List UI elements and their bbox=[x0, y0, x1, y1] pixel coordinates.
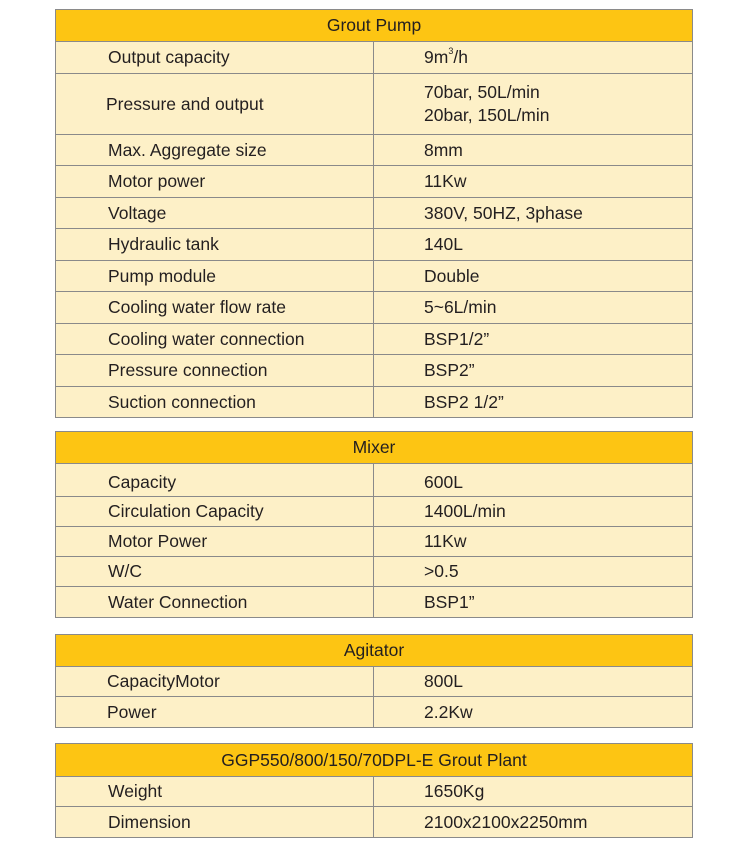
spec-value: 11Kw bbox=[374, 166, 693, 198]
spec-label: Pressure and output bbox=[56, 74, 374, 135]
table-row bbox=[56, 587, 693, 618]
table-row bbox=[56, 355, 693, 387]
spec-label: Circulation Capacity bbox=[56, 497, 374, 527]
grout-plant-table bbox=[55, 743, 693, 838]
spec-label: Motor power bbox=[56, 166, 374, 198]
table-row bbox=[56, 135, 693, 166]
spec-label: Power bbox=[56, 697, 374, 728]
table-row bbox=[56, 464, 693, 497]
grout-pump-title: Grout Pump bbox=[56, 10, 693, 42]
spec-value: 11Kw bbox=[374, 527, 693, 557]
mixer-title: Mixer bbox=[56, 432, 693, 464]
spec-label: Suction connection bbox=[56, 387, 374, 418]
spec-label: CapacityMotor bbox=[56, 667, 374, 697]
grout-plant-title: GGP550/800/150/70DPL-E Grout Plant bbox=[56, 744, 693, 777]
table-row bbox=[56, 807, 693, 838]
spec-value: 380V, 50HZ, 3phase bbox=[374, 198, 693, 229]
spec-label: Pump module bbox=[56, 261, 374, 292]
table-row bbox=[56, 387, 693, 418]
spec-value: $9m^3/h$ bbox=[374, 42, 693, 74]
table-row bbox=[56, 667, 693, 697]
agitator-table bbox=[55, 634, 693, 728]
spec-label: Max. Aggregate size bbox=[56, 135, 374, 166]
spec-value: 70bar, 50L/min 20bar, 150L/min bbox=[374, 74, 693, 135]
spec-value: BSP1” bbox=[374, 587, 693, 618]
table-row bbox=[56, 292, 693, 324]
spec-value: 2.2Kw bbox=[374, 697, 693, 728]
table-row bbox=[56, 697, 693, 728]
spec-label: Capacity bbox=[56, 464, 374, 497]
spec-label: Cooling water connection bbox=[56, 324, 374, 355]
spec-value: BSP1/2” bbox=[374, 324, 693, 355]
spec-value: >0.5 bbox=[374, 557, 693, 587]
spec-value: BSP2 1/2” bbox=[374, 387, 693, 418]
spec-label: Cooling water flow rate bbox=[56, 292, 374, 324]
table-row bbox=[56, 557, 693, 587]
table-row bbox=[56, 198, 693, 229]
spec-label: Motor Power bbox=[56, 527, 374, 557]
spec-value: 800L bbox=[374, 667, 693, 697]
table-row bbox=[56, 777, 693, 807]
spec-label: Output capacity bbox=[56, 42, 374, 74]
table-row bbox=[56, 527, 693, 557]
spec-label: Pressure connection bbox=[56, 355, 374, 387]
spec-label: Hydraulic tank bbox=[56, 229, 374, 261]
spec-value: BSP2” bbox=[374, 355, 693, 387]
grout-pump-table bbox=[55, 9, 693, 418]
table-row bbox=[56, 261, 693, 292]
spec-label: Dimension bbox=[56, 807, 374, 838]
spec-value: 1400L/min bbox=[374, 497, 693, 527]
mixer-table bbox=[55, 431, 693, 618]
table-row bbox=[56, 42, 693, 74]
table-row bbox=[56, 74, 693, 135]
spec-value: 600L bbox=[374, 464, 693, 497]
spec-label: Water Connection bbox=[56, 587, 374, 618]
spec-label: W/C bbox=[56, 557, 374, 587]
spec-value: 8mm bbox=[374, 135, 693, 166]
table-row bbox=[56, 229, 693, 261]
spec-label: Voltage bbox=[56, 198, 374, 229]
spec-value: Double bbox=[374, 261, 693, 292]
spec-value: 140L bbox=[374, 229, 693, 261]
table-row bbox=[56, 324, 693, 355]
spec-value: 1650Kg bbox=[374, 777, 693, 807]
spec-value: 2100x2100x2250mm bbox=[374, 807, 693, 838]
spec-label: Weight bbox=[56, 777, 374, 807]
table-row bbox=[56, 166, 693, 198]
table-row bbox=[56, 497, 693, 527]
agitator-title: Agitator bbox=[56, 635, 693, 667]
spec-value: 5~6L/min bbox=[374, 292, 693, 324]
